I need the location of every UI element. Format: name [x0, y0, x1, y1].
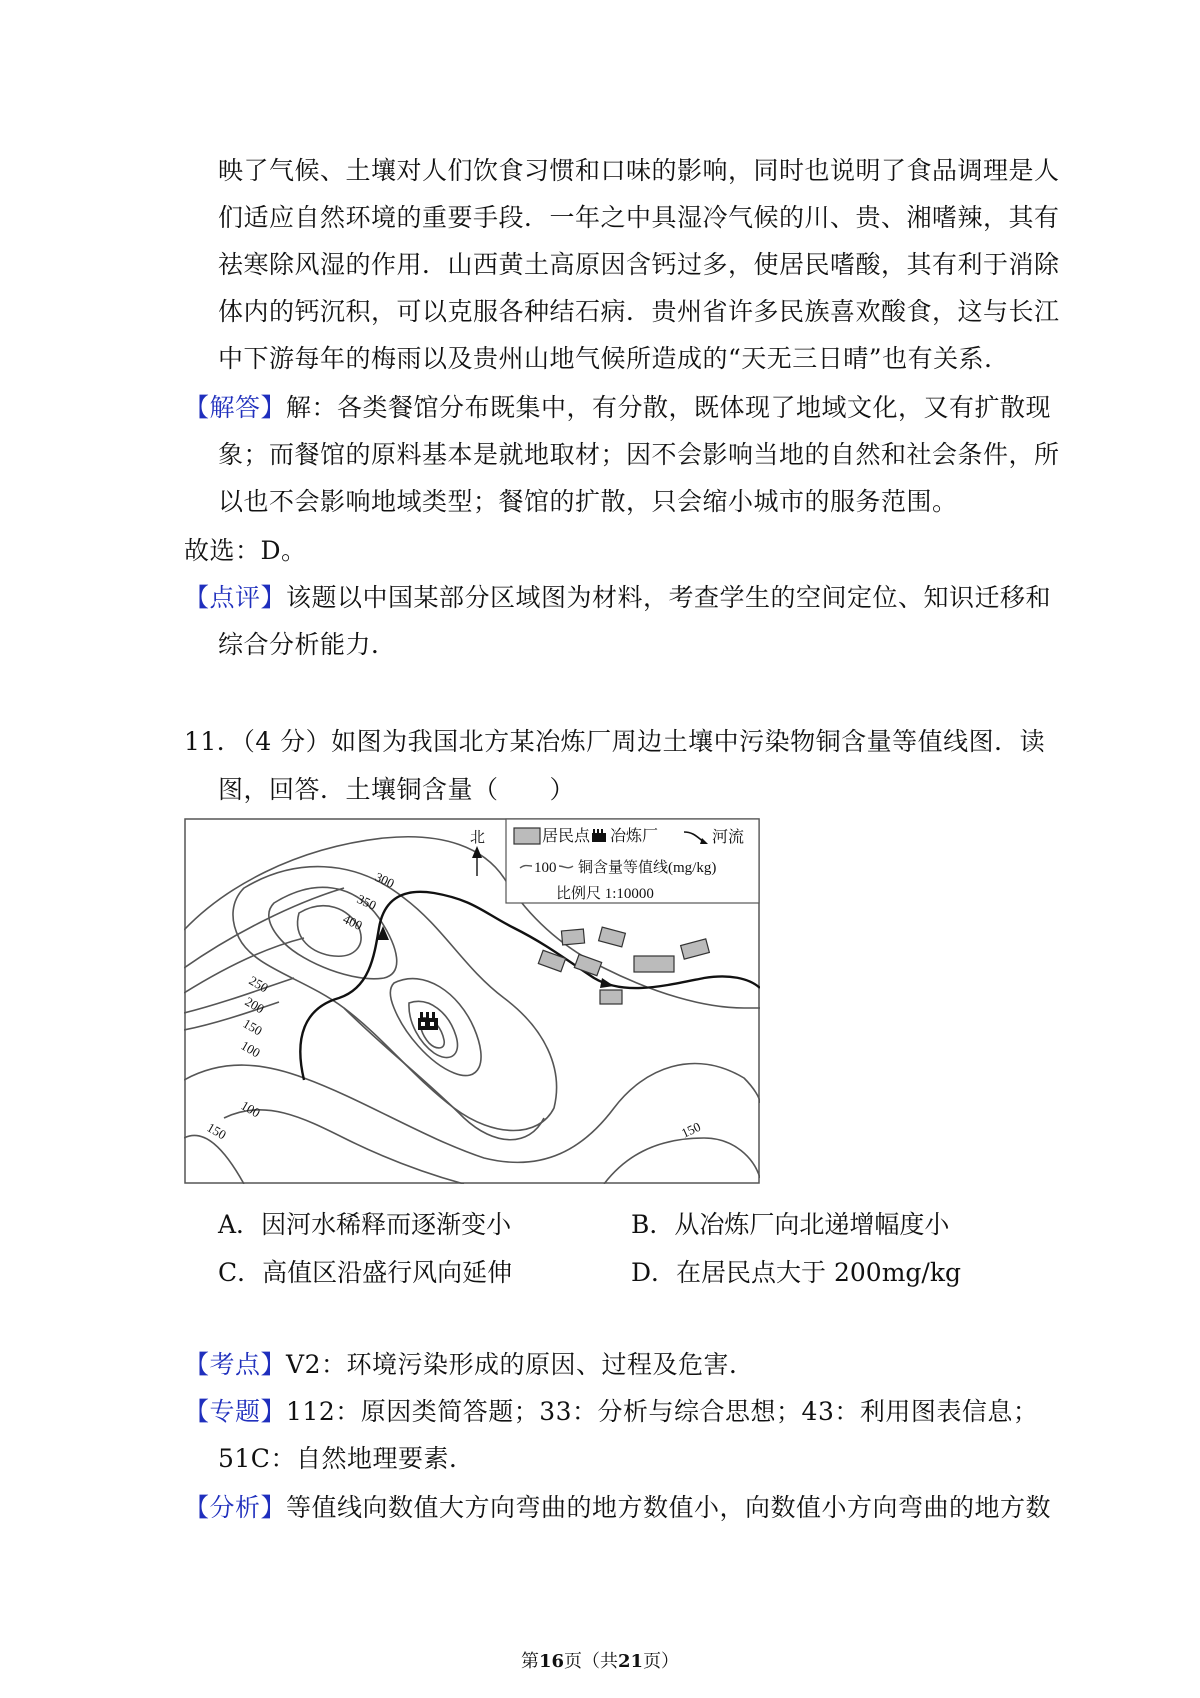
question-line-2: 图，回答．土壤铜含量（ ）: [218, 775, 576, 804]
contour-label: 100: [238, 1037, 263, 1061]
question-line-1: [184, 727, 1045, 757]
kaodian-text: V2：环境污染形成的原因、过程及危害．: [286, 1350, 755, 1379]
comment-text: 该题以中国某部分区域图为材料，考查学生的空间定位、知识迁移和: [286, 583, 1052, 612]
legend-smelter-label: 冶炼厂: [610, 828, 659, 845]
contour-label: 150: [204, 1119, 229, 1143]
footer-mid: 页（共: [564, 1651, 618, 1672]
legend-settlement-swatch: [514, 828, 540, 844]
answer-line-1: [184, 393, 1051, 423]
option-c: [218, 1258, 512, 1288]
comment-line-2: 综合分析能力．: [218, 630, 397, 659]
map-legend: [506, 819, 759, 903]
north-label: 北: [470, 830, 486, 846]
option-d: [631, 1258, 961, 1288]
option-b: [631, 1210, 949, 1240]
fenxi-text: 等值线向数值大方向弯曲的地方数值小，向数值小方向弯曲的地方数: [286, 1493, 1052, 1522]
fenxi-tag: 【分析】: [184, 1493, 287, 1522]
option-a-text: 因河水稀释而逐渐变小: [261, 1210, 512, 1239]
comment-tag: 【点评】: [184, 583, 287, 612]
contour-label: 200: [242, 993, 267, 1017]
question-number: 11．: [184, 727, 243, 756]
question-stem: （4 分）如图为我国北方某冶炼厂周边土壤中污染物铜含量等值线图．读: [242, 727, 1046, 756]
legend-scale: 比例尺 1:10000: [556, 886, 654, 902]
footer-pre: 第: [520, 1651, 539, 1672]
choice-line: 故选：D。: [184, 536, 307, 565]
kaodian-line: [184, 1350, 754, 1380]
answer-tag: 【解答】: [184, 393, 287, 422]
zhuanti-line-1: [184, 1397, 1038, 1427]
footer-total-pages: 21: [618, 1651, 644, 1672]
copper-contour-map: [184, 818, 760, 1184]
contour-label: 250: [246, 972, 271, 996]
legend-settlement-label: 居民点: [542, 828, 591, 845]
answer-line-2: 象；而餐馆的原料基本是就地取材；因不会影响当地的自然和社会条件，所: [218, 440, 1060, 469]
option-b-label: B．: [631, 1210, 675, 1239]
prev-line-2: 们适应自然环境的重要手段．一年之中具湿冷气候的川、贵、湘嗜辣，其有: [218, 203, 1060, 232]
contour-label: 150: [678, 1118, 703, 1141]
page-footer: [0, 1647, 1200, 1673]
contour-label: 350: [354, 891, 379, 913]
contour-label: 400: [340, 911, 365, 933]
prev-line-4: 体内的钙沉积，可以克服各种结石病．贵州省许多民族喜欢酸食，这与长江: [218, 297, 1060, 326]
prev-line-5: 中下游每年的梅雨以及贵州山地气候所造成的“天无三日晴”也有关系．: [218, 344, 1010, 373]
contour-label: 300: [372, 869, 397, 891]
prev-line-3: 祛寒除风湿的作用．山西黄土高原因含钙过多，使居民嗜酸，其有利于消除: [218, 250, 1060, 279]
legend-river-label: 河流: [712, 829, 745, 846]
answer-text: 解：各类餐馆分布既集中，有分散，既体现了地域文化，又有扩散现: [286, 393, 1052, 422]
legend-contour-value: 100: [534, 860, 557, 876]
zhuanti-text: 112：原因类简答题；33：分析与综合思想；43：利用图表信息；: [286, 1397, 1039, 1426]
legend-contour-label: 铜含量等值线(mg/kg): [578, 860, 717, 876]
zhuanti-tag: 【专题】: [184, 1397, 287, 1426]
answer-line-3: 以也不会影响地域类型；餐馆的扩散，只会缩小城市的服务范围。: [218, 487, 958, 516]
option-d-text: 在居民点大于 200mg/kg: [676, 1258, 961, 1287]
option-c-text: 高值区沿盛行风向延伸: [262, 1258, 513, 1287]
fenxi-line: [184, 1493, 1051, 1523]
comment-line-1: [184, 583, 1051, 613]
zhuanti-line-2: 51C：自然地理要素．: [218, 1444, 475, 1473]
contour-label: 100: [238, 1097, 263, 1121]
option-b-text: 从冶炼厂向北递增幅度小: [674, 1210, 950, 1239]
option-c-label: C．: [218, 1258, 263, 1287]
smelter-icon: [418, 1012, 438, 1030]
prev-line-1: 映了气候、土壤对人们饮食习惯和口味的影响，同时也说明了食品调理是人: [218, 156, 1060, 185]
option-a: [218, 1210, 511, 1240]
option-a-label: A．: [218, 1210, 262, 1239]
option-d-label: D．: [631, 1258, 677, 1287]
footer-page-number: 16: [538, 1651, 564, 1672]
footer-post: 页）: [643, 1651, 680, 1672]
kaodian-tag: 【考点】: [184, 1350, 287, 1379]
contour-label: 150: [240, 1015, 265, 1039]
